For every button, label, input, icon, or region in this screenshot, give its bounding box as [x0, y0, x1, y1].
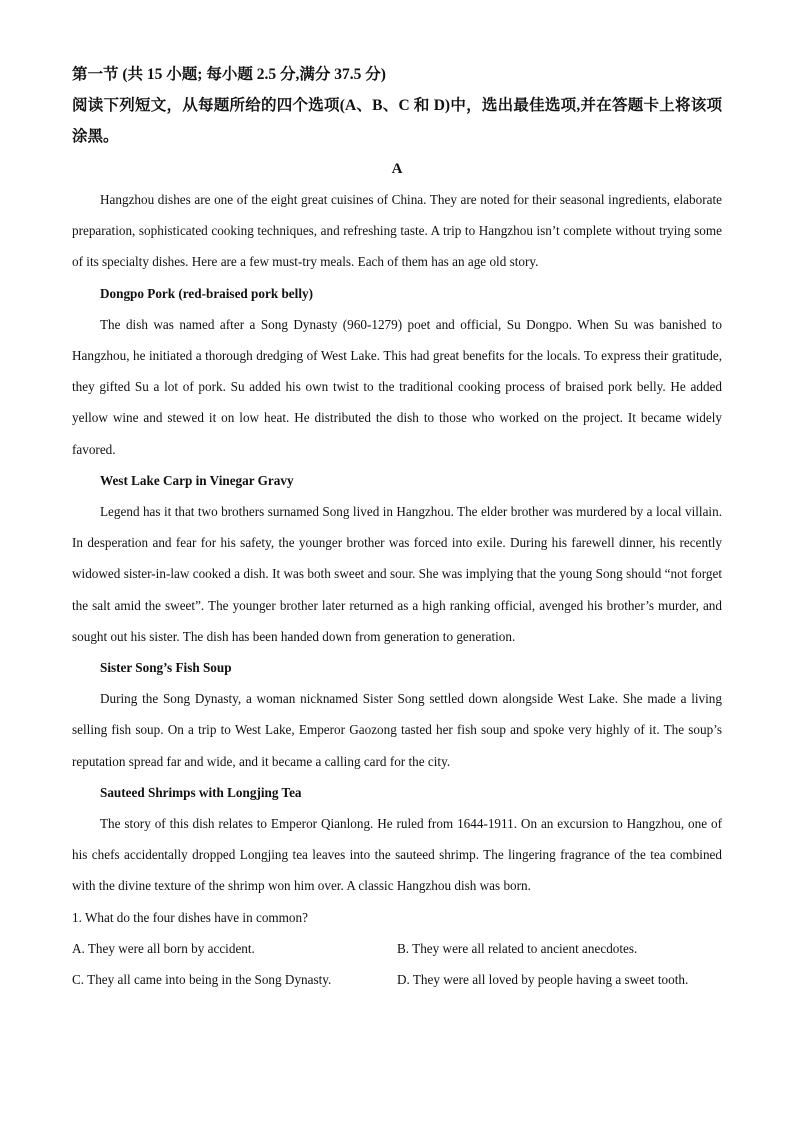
dish-text-dongpo-pork: The dish was named after a Song Dynasty (960-1279) poet and official, Su Dongpo. When Su was banished to Hangzhou, he initiated a thorough dredging of West Lake. This had great benefits for the locals. To express their gratitude, they gifted Su a lot of pork. Su added his own twist to the traditional cooking process of braised pork belly. He added yellow wine and stewed it on low heat. He distributed the dish to those who worked on the project. It became widely favored.	[72, 316, 722, 457]
dish-heading-longjing-shrimps: Sauteed Shrimps with Longjing Tea	[100, 784, 302, 800]
option-b[interactable]: B. They were all related to ancient anecdotes.	[397, 940, 638, 956]
section-instructions: 阅读下列短文，从每题所给的四个选项(A、B、C 和 D)中，选出最佳选项,并在答题卡上将该项涂黑。	[72, 97, 722, 145]
section-title: 第一节 (共 15 小题; 每小题 2.5 分,满分 37.5 分)	[72, 66, 386, 83]
dish-text-longjing-shrimps: The story of this dish relates to Emperor Qianlong. He ruled from 1644-1911. On an excursion to Hangzhou, one of his chefs accidentally dropped Longjing tea leaves into the sauteed shrimp. The lingering fragrance of the tea combined with the divine texture of the shrimp won him over. A classic Hangzhou dish was born.	[72, 816, 722, 894]
exam-page	[72, 60, 722, 995]
option-a[interactable]: A. They were all born by accident.	[72, 940, 255, 956]
dish-text-west-lake-carp: Legend has it that two brothers surnamed Song lived in Hangzhou. The elder brother was murdered by a local villain. In desperation and fear for his safety, the younger brother was forced into exile. During his farewell dinner, his recently widowed sister-in-law cooked a dish. It was both sweet and sour. She was implying that the young Song should “not forget the salt amid the sweet”. The younger brother later returned as a high ranking official, avenged his brother’s murder, and sought out his sister. The dish has been handed down from generation to generation.	[72, 504, 722, 644]
answer-options	[72, 933, 722, 995]
passage-letter: A	[391, 161, 403, 177]
passage-intro: Hangzhou dishes are one of the eight great cuisines of China. They are noted for their seasonal ingredients, elaborate preparation, sophisticated cooking techniques, and refreshing taste. A trip to Hangzhou isn’t complete without trying some of its specialty dishes. Here are a few must-try meals. Each of them has an age old story.	[72, 192, 722, 270]
dish-heading-sister-song-soup: Sister Song’s Fish Soup	[100, 660, 232, 676]
option-c[interactable]: C. They all came into being in the Song Dynasty.	[72, 972, 332, 988]
option-d[interactable]: D. They were all loved by people having a sweet tooth.	[397, 972, 689, 988]
dish-heading-west-lake-carp: West Lake Carp in Vinegar Gravy	[100, 472, 294, 488]
dish-heading-dongpo-pork: Dongpo Pork (red-braised pork belly)	[100, 285, 313, 301]
dish-text-sister-song-soup: During the Song Dynasty, a woman nicknamed Sister Song settled down alongside West Lake. She made a living selling fish soup. On a trip to West Lake, Emperor Gaozong tasted her fish soup and spoke very highly of it. The soup’s reputation spread far and wide, and it became a calling card for the city.	[72, 691, 722, 769]
question-stem: 1. What do the four dishes have in common?	[72, 909, 308, 925]
